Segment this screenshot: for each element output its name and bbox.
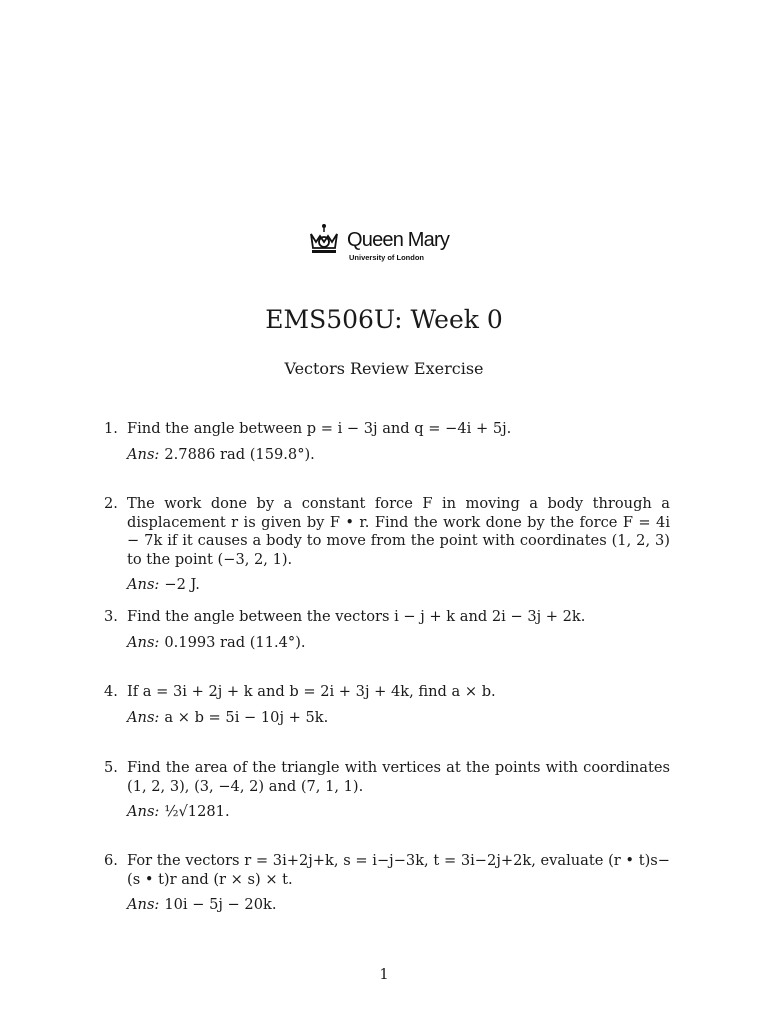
answer-label: Ans: [127, 803, 160, 820]
question-number: 3. [104, 608, 118, 625]
answer [127, 576, 670, 595]
answer-value: 10i − 5j − 20k. [164, 896, 277, 913]
answer-value: ½√1281. [164, 803, 230, 820]
answer [127, 446, 670, 465]
question-text: Find the area of the triangle with vertices at the points with coordinates (1, 2, 3), (3, −4, 2) and (7, 1, 1). [127, 759, 670, 795]
crown-crest-icon [307, 222, 341, 256]
answer-label: Ans: [127, 633, 160, 651]
answer [127, 896, 670, 915]
question-text: For the vectors r = 3i+2j+k, s = i−j−3k, t = 3i−2j+2k, evaluate (r • t)s−(s • t)r and (r × s) × t. [127, 852, 670, 888]
logo-name: Queen Mary [347, 229, 450, 251]
question-5 [104, 759, 670, 822]
answer-label: Ans: [127, 708, 160, 726]
answer-label: Ans: [127, 576, 160, 593]
question-1 [104, 420, 670, 464]
logo-subtitle: University of London [349, 253, 424, 262]
question-number: 4. [104, 683, 118, 700]
question-text: If a = 3i + 2j + k and b = 2i + 3j + 4k, find a × b. [127, 683, 496, 700]
answer [127, 634, 670, 653]
answer-label: Ans: [127, 445, 160, 463]
question-text: The work done by a constant force F in moving a body through a displacement r is given by F • r. Find the work done by the force F = 4i − 7k if it causes a body to move from the point with coordinates (1, 2, 3) to the point (−3, 2, 1). [127, 495, 670, 568]
page-title: EMS506U: Week 0 [265, 305, 503, 334]
question-2 [104, 495, 670, 595]
question-4 [104, 683, 670, 727]
page-number: 1 [379, 966, 389, 983]
answer-label: Ans: [127, 896, 160, 913]
question-text: Find the angle between the vectors i − j + k and 2i − 3j + 2k. [127, 608, 586, 625]
answer [127, 709, 670, 728]
page-subtitle: Vectors Review Exercise [284, 359, 484, 378]
answer-value: 2.7886 rad (159.8°). [164, 445, 315, 463]
answer-value: a × b = 5i − 10j + 5k. [164, 708, 329, 726]
question-3 [104, 608, 670, 652]
question-number: 2. [104, 495, 118, 512]
question-number: 6. [104, 852, 118, 869]
answer-value: −2 J. [164, 576, 200, 593]
answer-value: 0.1993 rad (11.4°). [164, 633, 306, 651]
answer [127, 803, 670, 822]
queen-mary-logo [307, 220, 457, 264]
question-6 [104, 852, 670, 915]
question-number: 5. [104, 759, 118, 776]
question-text: Find the angle between p = i − 3j and q = −4i + 5j. [127, 420, 512, 437]
question-number: 1. [104, 420, 118, 437]
